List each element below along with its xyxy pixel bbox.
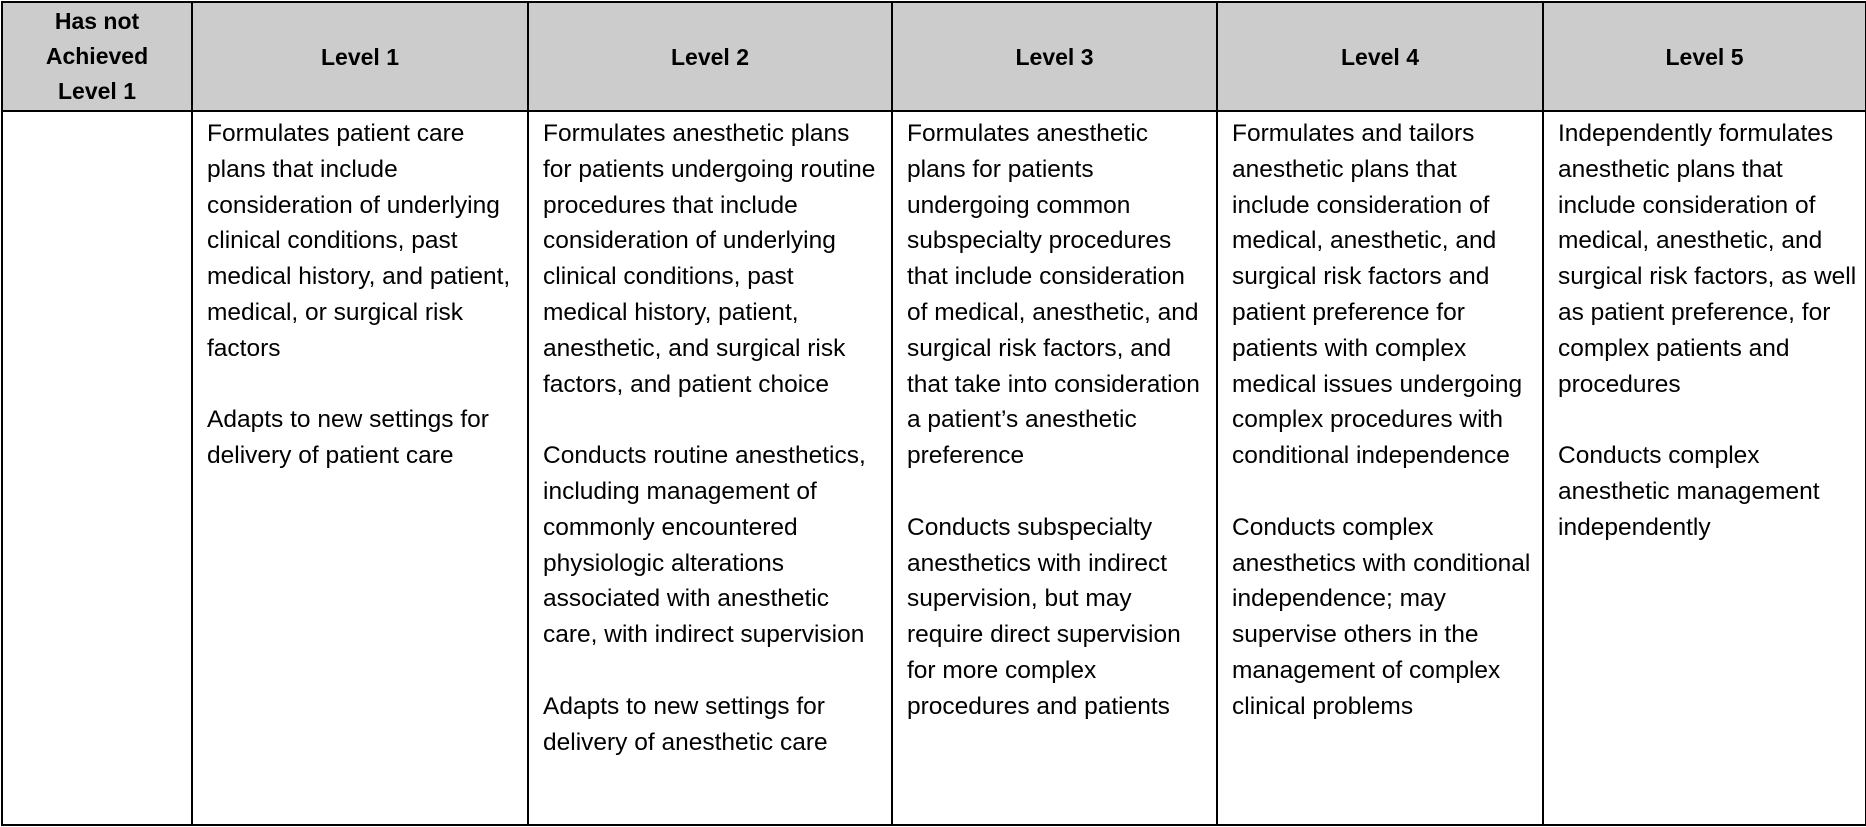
header-level-3: Level 3 — [892, 2, 1217, 111]
cell-level-3 — [892, 111, 1217, 825]
cell-level-5 — [1543, 111, 1866, 825]
header-level-5: Level 5 — [1543, 2, 1866, 111]
descriptor-text: Formulates anesthetic plans for patients undergoing common subspecialty procedures that include consideration of medical, anesthetic, and surgical risk factors, and that take into consideration a patient’s anesthetic preference — [907, 120, 1200, 470]
descriptor-text: Formulates anesthetic plans for patients undergoing routine procedures that include consideration of underlying clinical conditions, past medical history, patient, anesthetic, and surgical risk factors, and patient choice — [543, 120, 876, 398]
milestone-table — [1, 1, 1866, 826]
header-level-2: Level 2 — [528, 2, 892, 111]
header-has-not-achieved: Has not Achieved Level 1 — [2, 2, 192, 111]
cell-level-4 — [1217, 111, 1543, 825]
header-level-1: Level 1 — [192, 2, 528, 111]
cell-level-1 — [192, 111, 528, 825]
descriptor-text: Independently formulates anesthetic plans that include consideration of medical, anesthetic, and surgical risk factors, as well as patient preference, for complex patients and procedures — [1558, 120, 1857, 398]
descriptor-text: Adapts to new settings for delivery of anesthetic care — [543, 692, 828, 756]
descriptor-text: Formulates and tailors anesthetic plans that include consideration of medical, anesthetic, and surgical risk factors and patient preference for patients with complex medical issues undergoing complex procedures with conditional independence — [1232, 120, 1523, 470]
cell-has-not-achieved — [2, 111, 192, 825]
descriptor-text: Conducts complex anesthetic management independently — [1558, 442, 1820, 541]
descriptor-text: Conducts complex anesthetics with conditional independence; may supervise others in the management of complex clinical problems — [1232, 513, 1531, 720]
descriptor-text: Conducts routine anesthetics, including management of commonly encountered physiologic alterations associated with anesthetic care, with indirect supervision — [543, 442, 866, 649]
header-level-4: Level 4 — [1217, 2, 1543, 111]
cell-level-2 — [528, 111, 892, 825]
descriptor-text: Conducts subspecialty anesthetics with indirect supervision, but may require direct supervision for more complex procedures and patients — [907, 513, 1181, 720]
header-row — [2, 2, 1866, 111]
descriptor-text: Adapts to new settings for delivery of patient care — [207, 406, 489, 470]
descriptor-text: Formulates patient care plans that include consideration of underlying clinical conditions, past medical history, and patient, medical, or surgical risk factors — [207, 120, 511, 362]
milestone-row — [2, 111, 1866, 825]
